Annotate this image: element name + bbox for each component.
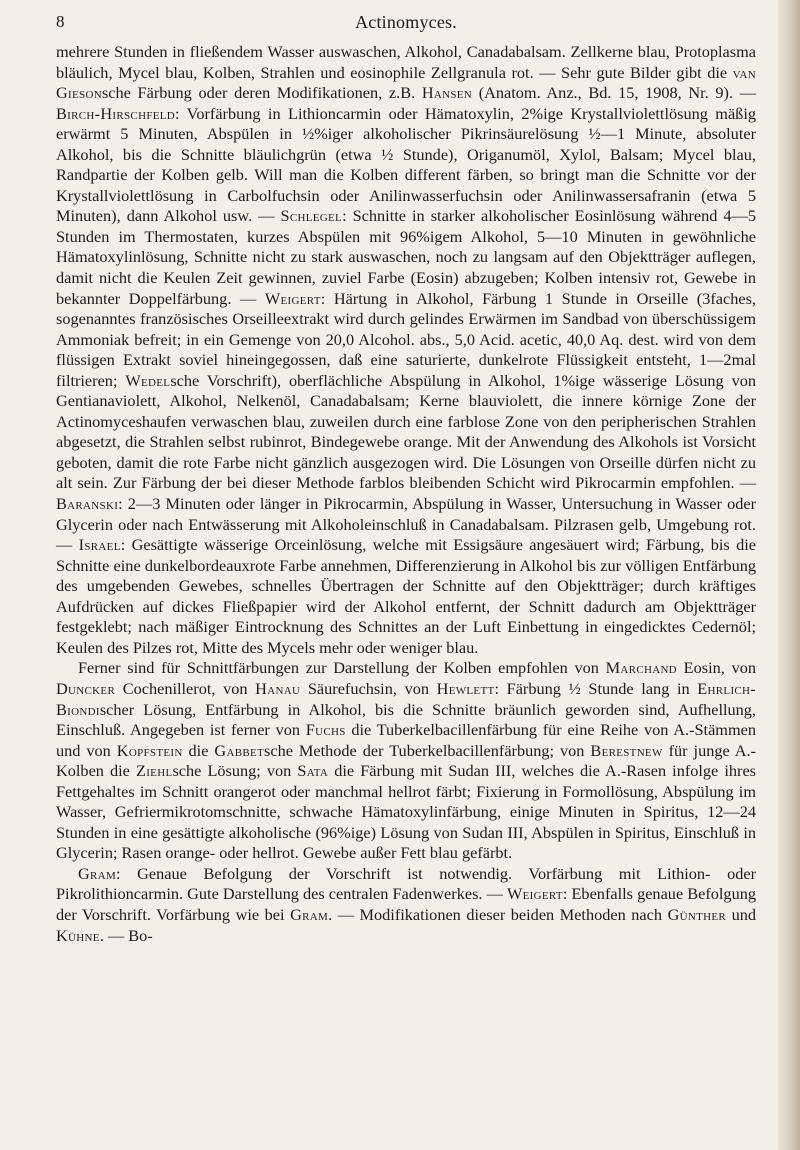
author-name: Weigert (264, 288, 321, 308)
author-name: Günther (667, 904, 727, 924)
text-run: und (726, 904, 757, 924)
text-run: Cochenillerot, von (115, 678, 256, 698)
text-run: Ferner sind für Schnittfärbungen zur Darstellung der Kolben empfohlen von (78, 658, 606, 678)
author-name: Birch-Hirschfeld (56, 103, 176, 123)
page-edge (778, 0, 800, 1150)
author-name: Hanau (255, 678, 301, 698)
page-header (56, 10, 756, 36)
text-run: . — Bo- (99, 925, 153, 945)
text-run: : Ebenfalls genaue Befolgung der Vorschrift. Vorfärbung wie bei (56, 884, 756, 924)
author-name: Hewlett (436, 678, 495, 698)
text-run: : Härtung in Alkohol, Färbung 1 Stunde in Orseille (3faches, sogenanntes französisches Orseilleextrakt wird durch gelindes Erwärmen im Sandbad von überschüssigem Ammoniak befreit; in ein Gemenge von 20,0 Alcohol. abs., 5,0 Acid. acetic, 40,0 Aq. dest. wird von dem flüssigen Extrakt soviel hineingegossen, daß eine saturierte, dunkelrote Flüssigkeit entsteht, 1—2mal filtrieren; (56, 288, 756, 390)
author-name: Weigert (506, 884, 563, 904)
author-name: Kühne (56, 925, 100, 945)
author-name: Wedel (125, 370, 171, 390)
author-name: Israel (78, 535, 121, 555)
running-title: Actinomyces. (355, 12, 457, 32)
paragraph (56, 658, 756, 863)
text-run: sche Lösung; von (172, 761, 298, 781)
author-name: Hansen (421, 83, 473, 103)
text-run: (Anatom. Anz., Bd. 15, 1908, Nr. 9). — (472, 83, 756, 103)
text-run: für junge A.-Kolben die (56, 740, 757, 781)
author-name: Kopfstein (116, 740, 183, 760)
page-number: 8 (56, 12, 65, 31)
text-run: : Färbung ½ Stunde lang in (494, 678, 698, 698)
author-name: Schlegel (280, 206, 343, 226)
author-name: Sata (297, 761, 329, 781)
body-text (56, 42, 756, 946)
paragraph (56, 42, 756, 658)
text-run: scher Lösung, Entfärbung in Alkohol, bis die Schnitte bräunlich geworden sind, Aufhellung, Einschluß. Angegeben ist ferner von (56, 699, 756, 740)
author-name: Gram (290, 904, 329, 924)
author-name: Marchand (605, 658, 677, 678)
text-run: mehrere Stunden in fließendem Wasser auswaschen, Alkohol, Canadabalsam. Zellkerne blau, Protoplasma bläulich, Mycel blau, Kolben, Strahlen und eosinophile Zellgranula rot. — Sehr gute Bilder gibt die (56, 42, 756, 82)
author-name: Duncker (56, 678, 116, 698)
text-run: Säurefuchsin, von (300, 678, 437, 698)
text-run: : Gesättigte wässerige Orceinlösung, welche mit Essigsäure angesäuert wird; Färbung, bis die Schnitte eine dunkelbordeauxrote Farbe annehmen, Differenzierung in Alkohol bis zur völligen Entfärbung des umgebenden Gewebes, schnelles Übertragen der Schnitte auf den Objektträger; durch kräftiges Aufdrücken auf dickes Fließpapier wird der Alkohol entfernt, der Schnitt dadurch am Objektträger festgeklebt; nach mäßiger Eintrocknung des Schnittes an der Luft Einbettung in eingedicktes Cedernöl; Keulen des Pilzes rot, Mitte des Mycels mehr oder weniger blau. (56, 535, 756, 657)
author-name: Ziehl (135, 761, 173, 781)
author-name: Gram (78, 863, 117, 883)
paragraph (56, 864, 756, 946)
author-name: Berestnew (590, 740, 663, 760)
author-name: Fuchs (305, 720, 346, 740)
text-run: sche Methode der Tuberkelbacillenfärbung; von (264, 740, 591, 760)
author-name: Gabbet (214, 740, 265, 760)
text-run: : Vorfärbung in Lithioncarmin oder Hämatoxylin, 2%ige Krystallviolettlösung mäßig erwärmt 5 Minuten, Abspülen in ½%iger alkoholischer Pikrinsäurelösung ½—1 Minute, absoluter Alkohol, bis die Schnitte bläulichgrün (etwa ½ Stunde), Origanumöl, Xylol, Balsam; Mycel blau, Randpartie der Kolben gelb. Will man die Kolben different färben, so bringt man die Schnitte vor der Krystallviolettlösung in Carbolfuchsin oder Anilinwasserfuchsin oder Anilinwassersafranin (etwa 5 Minuten), dann Alkohol usw. — (56, 103, 756, 226)
text-run: sche Vorschrift), oberflächliche Abspülung in Alkohol, 1%ige wässerige Lösung von Gentianaviolett, Alkohol, Nelkenöl, Canadabalsam; Kerne blauviolett, die innere körnige Zone der Actinomyceshaufen verwaschen blau, zuweilen durch eine farblose Zone von den peripherischen Strahlen abgesetzt, die Strahlen selbst rubinrot, Bindegewebe orange. Mit der Anwendung des Alkohols ist Vorsicht geboten, damit die rote Farbe nicht gänzlich ausgezogen wird. Die Lösungen von Orseille dürfen nicht zu alt sein. Zur Färbung der bei dieser Methode farblos bleibenden Schicht wird Pikrocarmin empfohlen. — (56, 370, 756, 493)
text-run: : Genaue Befolgung der Vorschrift ist notwendig. Vorfärbung mit Lithion- oder Pikrolithioncarmin. Gute Darstellung des centralen Fadenwerkes. — (56, 863, 756, 904)
text-run: . — Modifikationen dieser beiden Methoden nach (328, 904, 668, 924)
text-run: die Tuberkelbacillenfärbung für eine Reihe von A.-Stämmen und von (56, 720, 756, 760)
author-name: Ehrlich-Biondi (56, 678, 757, 719)
text-run: die Färbung mit Sudan III, welches die A.-Rasen infolge ihres Fettgehaltes im Schnitt orangerot oder manchmal hellrot färbt; Fixierung in Formollösung, Abspülung im Wasser, Gefriermikrotomschnitte, schwache Hämatoxylinfärbung, einige Minuten in Spiritus, 12—24 Stunden in eine gesättigte alkoholische (96%ige) Lösung von Sudan III, Abspülen in Spiritus, Einschluß in Glycerin; Rasen orange- oder hellrot. Gewebe außer Fett blau gefärbt. (56, 761, 757, 863)
author-name: van Gieson (56, 62, 756, 103)
text-run: Eosin, von (676, 658, 756, 678)
text-run: : 2—3 Minuten oder länger in Pikrocarmin, Abspülung in Wasser, Untersuchung in Wasser oder Glycerin oder nach Entwässerung mit Alkoholeinschluß in Canadabalsam. Pilzrasen gelb, Umgebung rot. — (56, 494, 756, 555)
text-run: die (182, 740, 215, 760)
text-run: : Schnitte in starker alkoholischer Eosinlösung während 4—5 Stunden im Thermostaten, kurzes Abspülen mit 96%igem Alkohol, 5—10 Minuten in gewöhnliche Hämatoxylinlösung, Schnitte nicht zu stark auswaschen, noch zu langsam auf den Objektträger auflegen, damit nicht die Keulen Zeit gewinnen, zuviel Farbe (Eosin) abzugeben; Kolben intensiv rot, Gewebe in bekannter Doppelfärbung. — (56, 206, 756, 308)
author-name: Baranski (56, 494, 119, 514)
text-run: sche Färbung oder deren Modifikationen, z.B. (101, 83, 422, 103)
